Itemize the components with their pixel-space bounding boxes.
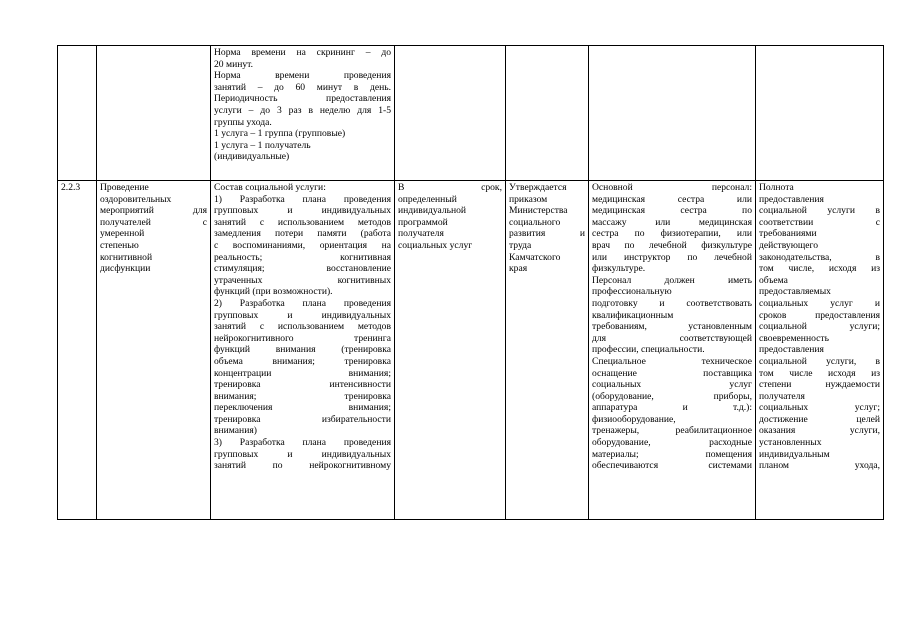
text-line: внимания) <box>214 425 257 437</box>
service-term-cell <box>395 46 506 181</box>
text-line: Камчатского <box>509 251 561 263</box>
text-line: 1 услуга – 1 получатель <box>214 139 311 151</box>
services-table <box>57 45 884 520</box>
staff-conditions-cell <box>589 181 756 520</box>
text-line: предоставления <box>759 193 824 205</box>
text-line: труда <box>509 239 532 251</box>
text-line: получателя <box>759 390 805 402</box>
text-line: занятий – до 60 минут в день. <box>214 81 391 93</box>
text-line: переключения внимания; <box>214 402 391 414</box>
text-line: требованиями <box>759 228 817 240</box>
text-line: (оборудование, приборы, <box>592 390 752 402</box>
table-row <box>58 46 884 181</box>
tariff-approval-cell <box>506 46 589 181</box>
text-line: том числе исходя из <box>759 367 880 379</box>
text-line: профессии, специальности. <box>592 344 705 356</box>
text-line: сроков предоставления <box>759 309 880 321</box>
text-line: для соответствующей <box>592 332 752 344</box>
tariff-approval-cell <box>506 181 589 520</box>
text-line: тренировка интенсивности <box>214 379 391 391</box>
text-line: (индивидуальные) <box>214 151 290 163</box>
text-line: социальной услуги; <box>759 321 880 333</box>
text-line: квалификационным <box>592 309 674 321</box>
text-line: групповых и индивидуальных <box>214 309 391 321</box>
service-term-cell <box>395 181 506 520</box>
text-line: степени нуждаемости <box>759 379 880 391</box>
text-line: с воспоминаниями, ориентация на <box>214 239 391 251</box>
text-line: оказания услуги, <box>759 425 880 437</box>
quality-indicators-cell <box>756 46 884 181</box>
text-line: законодательства, в <box>759 251 880 263</box>
text-line: мероприятий для <box>100 205 207 217</box>
row-number-cell: 2.2.3 <box>58 181 97 520</box>
service-name-cell <box>97 46 211 181</box>
text-line: своевременность <box>759 332 829 344</box>
text-line: умеренной <box>100 228 145 240</box>
text-line: объема внимания; тренировка <box>214 355 391 367</box>
text-line: Специальное техническое <box>592 355 752 367</box>
text-line: достижение целей <box>759 413 880 425</box>
text-line: занятий с использованием методов <box>214 321 391 333</box>
text-line: социальных услуг <box>592 379 752 391</box>
table-row <box>58 181 884 520</box>
text-line: врач по лечебной физкультуре <box>592 239 752 251</box>
text-line: Полнота <box>759 182 794 193</box>
text-line: программой <box>398 216 448 228</box>
text-line: дисфункции <box>100 263 151 275</box>
text-line: 3) Разработка плана проведения <box>214 437 391 449</box>
text-line: предоставляемых <box>759 286 831 298</box>
text-line: предоставления <box>759 344 824 356</box>
text-line: нейрокогнитивного тренинга <box>214 332 391 344</box>
text-line: замедления потери памяти (работа <box>214 228 391 240</box>
text-line: подготовку и соответствовать <box>592 297 752 309</box>
text-line: функций (при возможности). <box>214 286 333 298</box>
text-line: установленных <box>759 437 822 449</box>
text-line: степенью <box>100 239 139 251</box>
text-line: 1) Разработка плана проведения <box>214 193 391 205</box>
text-line: оснащение поставщика <box>592 367 752 379</box>
text-line: 2) Разработка плана проведения <box>214 297 391 309</box>
text-line: Утверждается <box>509 182 567 193</box>
text-line: групповых и индивидуальных <box>214 205 391 217</box>
text-line: В срок, <box>398 182 502 193</box>
text-line: индивидуальной <box>398 205 467 217</box>
text-line: или инструктор по лечебной <box>592 251 752 263</box>
text-line: 20 минут. <box>214 58 253 70</box>
text-line: требованиям, установленным <box>592 321 752 333</box>
text-line: тренажеры, реабилитационное <box>592 425 752 437</box>
text-line: социальных услуг и <box>759 297 880 309</box>
text-line: Норма времени на скрининг – до <box>214 47 391 58</box>
text-line: планом ухода, <box>759 460 880 472</box>
text-line: медицинская сестра или <box>592 193 752 205</box>
text-line: когнитивной <box>100 251 153 263</box>
text-line: Периодичность предоставления <box>214 93 391 105</box>
text-line: физиооборудование, <box>592 413 676 425</box>
text-line: аппаратура и т.д.): <box>592 402 752 414</box>
text-line: социального <box>509 216 561 228</box>
text-line: Проведение <box>100 182 149 193</box>
text-line: Состав социальной услуги: <box>214 182 326 193</box>
text-line: группы ухода. <box>214 116 272 128</box>
text-line: оборудование, расходные <box>592 437 752 449</box>
service-content-cell <box>211 181 395 520</box>
row-number-cell <box>58 46 97 181</box>
text-line: функций внимания (тренировка <box>214 344 391 356</box>
text-line: концентрации внимания; <box>214 367 391 379</box>
text-line: реальность; когнитивная <box>214 251 391 263</box>
text-line: объема <box>759 274 788 286</box>
service-content-cell <box>211 46 395 181</box>
text-line: физкультуре. <box>592 263 646 275</box>
text-line: Персонал должен иметь <box>592 274 752 286</box>
text-line: получателя <box>398 228 444 240</box>
text-line: края <box>509 263 528 275</box>
text-line: социальной услуги, в <box>759 355 880 367</box>
text-line: Министерства <box>509 205 568 217</box>
text-line: социальных услуг <box>398 239 473 251</box>
text-line: обеспечиваются системами <box>592 460 752 472</box>
text-line: получателей с <box>100 216 207 228</box>
text-line: тренировка избирательности <box>214 413 391 425</box>
text-line: массажу или медицинская <box>592 216 752 228</box>
text-line: 1 услуга – 1 группа (групповые) <box>214 128 346 140</box>
text-line: соответствии с <box>759 216 880 228</box>
text-line: услуги – до 3 раз в неделю для 1-5 <box>214 104 391 116</box>
text-line: групповых и индивидуальных <box>214 448 391 460</box>
text-line: социальной услуги в <box>759 205 880 217</box>
staff-conditions-cell <box>589 46 756 181</box>
text-line: Норма времени проведения <box>214 70 391 82</box>
service-name-cell <box>97 181 211 520</box>
text-line: медицинская сестра по <box>592 205 752 217</box>
text-line: утраченных когнитивных <box>214 274 391 286</box>
text-line: внимания; тренировка <box>214 390 391 402</box>
text-line: стимуляция; восстановление <box>214 263 391 275</box>
text-line: сестра по физиотерапии, или <box>592 228 752 240</box>
text-line: индивидуальным <box>759 448 830 460</box>
text-line: занятий с использованием методов <box>214 216 391 228</box>
text-line: профессиональную <box>592 286 672 298</box>
text-line: определенный <box>398 193 457 205</box>
text-line: оздоровительных <box>100 193 172 205</box>
text-line: действующего <box>759 239 819 251</box>
text-line: занятий по нейрокогнитивному <box>214 460 391 472</box>
text-line: развития и <box>509 228 585 240</box>
text-line: материалы; помещения <box>592 448 752 460</box>
text-line: том числе, исходя из <box>759 263 880 275</box>
text-line: Основной персонал: <box>592 182 752 193</box>
text-line: приказом <box>509 193 548 205</box>
quality-indicators-cell <box>756 181 884 520</box>
text-line: социальных услуг; <box>759 402 880 414</box>
